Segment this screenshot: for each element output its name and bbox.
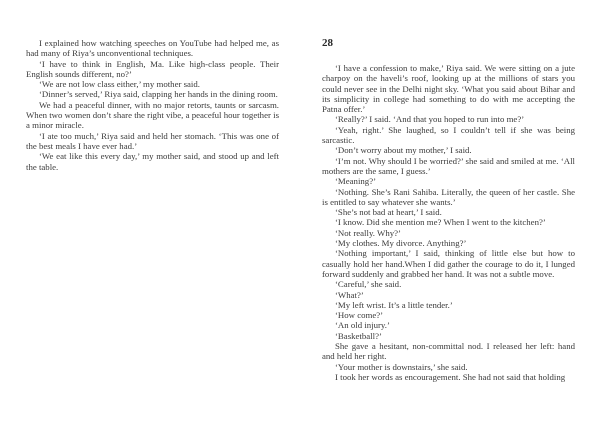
paragraph: ‘She’s not bad at heart,’ I said. bbox=[335, 207, 442, 218]
paragraph: ‘Not really. Why?’ bbox=[335, 227, 401, 238]
paragraph: ‘Yeah, right.’ She laughed, so I couldn’t tell if she was being sarcastic. bbox=[322, 124, 575, 146]
paragraph: ‘I know. Did she mention me? When I went to the kitchen?’ bbox=[335, 217, 546, 228]
paragraph: ‘How come?’ bbox=[335, 310, 384, 321]
paragraph: ‘Really?’ I said. ‘And that you hoped to run into me?’ bbox=[335, 114, 525, 125]
paragraph: ‘An old injury.’ bbox=[335, 320, 390, 331]
paragraph: ‘Nothing important,’ I said, thinking of little else but how to casually hold her hand.When I did gather the courage to do it, I lunged forward suddenly and grabbed her hand. It was not a subtle move. bbox=[322, 248, 575, 279]
paragraph: ‘What?’ bbox=[335, 289, 364, 300]
chapter-number: 28 bbox=[322, 37, 333, 49]
paragraph: ‘My clothes. My divorce. Anything?’ bbox=[335, 238, 467, 249]
book-page-left bbox=[26, 38, 279, 172]
page-right-text bbox=[322, 63, 575, 382]
paragraph: ‘Your mother is downstairs,’ she said. bbox=[335, 361, 468, 372]
paragraph: ‘Don’t worry about my mother,’ I said. bbox=[335, 145, 472, 156]
paragraph: ‘Nothing. She’s Rani Sahiba. Literally, the queen of her castle. She is entitled to say whatever she wants.’ bbox=[322, 186, 575, 207]
paragraph: We had a peaceful dinner, with no major retorts, taunts or sarcasm. When two women don’t share the right vibe, a peaceful hour together is a minor miracle. bbox=[26, 99, 279, 131]
paragraph: ‘We are not low class either,’ my mother said. bbox=[39, 79, 200, 90]
paragraph: ‘Careful,’ she said. bbox=[335, 279, 402, 290]
paragraph: ‘I’m not. Why should I be worried?’ she said and smiled at me. ‘All mothers are the same, I guess.’ bbox=[322, 155, 575, 176]
paragraph: ‘I ate too much,’ Riya said and held her stomach. ‘This was one of the best meals I have ever had.’ bbox=[26, 130, 279, 151]
page-left-text bbox=[26, 38, 279, 172]
paragraph: ‘Dinner’s served,’ Riya said, clapping her hands in the dining room. bbox=[39, 89, 278, 100]
paragraph: ‘Meaning?’ bbox=[335, 176, 377, 187]
paragraph: I explained how watching speeches on YouTube had helped me, as had many of Riya’s unconventional techniques. bbox=[26, 38, 279, 59]
paragraph: I took her words as encouragement. She had not said that holding bbox=[335, 371, 566, 382]
paragraph: ‘We eat like this every day,’ my mother said, and stood up and left the table. bbox=[26, 151, 279, 172]
paragraph: ‘I have a confession to make,’ Riya said. We were sitting on a jute charpoy on the haveli’s roof, looking up at the millions of stars you could never see in the Delhi night sky. ‘What you said about Bihar and its simplicity in college had something to do with me accepting the Patna offer.’ bbox=[322, 63, 575, 115]
paragraph: ‘I have to think in English, Ma. Like high-class people. Their English sounds different, no?’ bbox=[26, 58, 279, 79]
paragraph: ‘My left wrist. It’s a little tender.’ bbox=[335, 299, 453, 310]
paragraph: ‘Basketball?’ bbox=[335, 330, 382, 341]
book-page-right bbox=[322, 38, 575, 382]
paragraph: She gave a hesitant, non-committal nod. I released her left: hand and held her right. bbox=[322, 341, 575, 362]
